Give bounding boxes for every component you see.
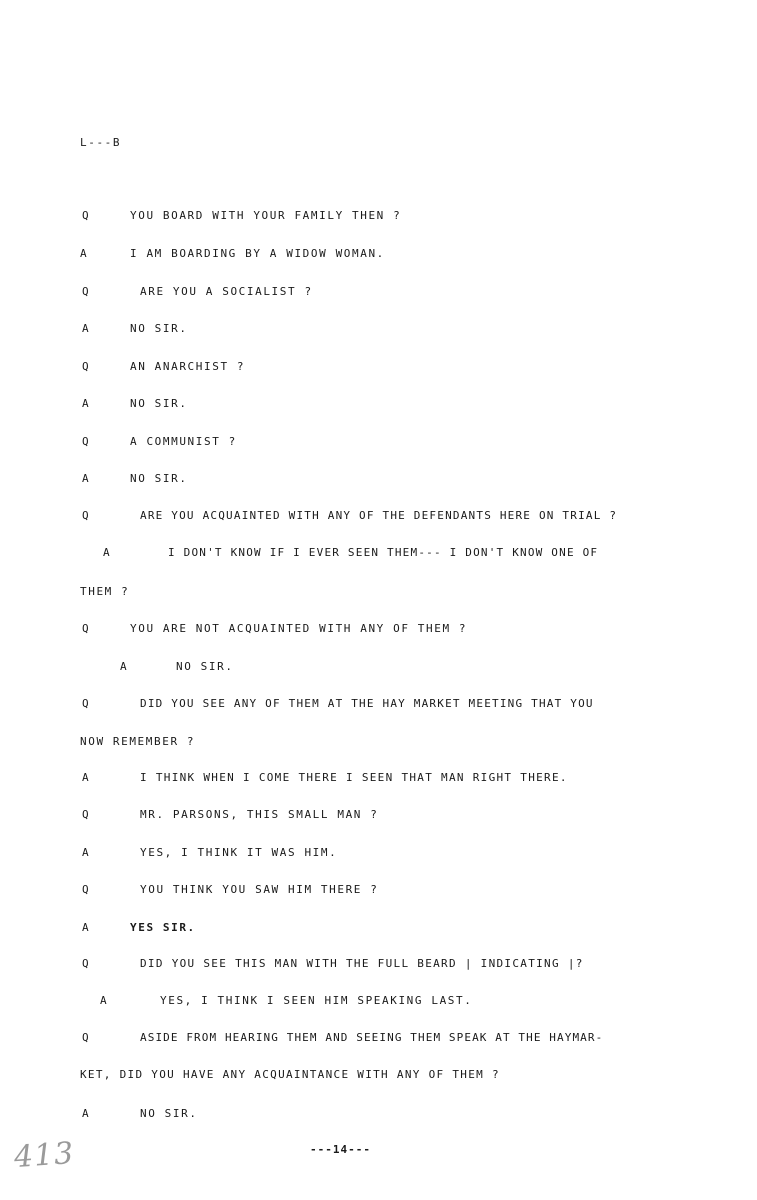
- line-text: I THINK WHEN I COME THERE I SEEN THAT MAN RIGHT THERE.: [140, 771, 568, 784]
- speaker-label: Q: [82, 435, 89, 448]
- handwritten-page-number: 413: [12, 1135, 76, 1176]
- line-text: YOU BOARD WITH YOUR FAMILY THEN ?: [130, 209, 402, 222]
- speaker-label: A: [82, 1107, 89, 1120]
- speaker-label: Q: [82, 360, 89, 373]
- line-text-continued: THEM ?: [80, 585, 130, 598]
- speaker-label: Q: [82, 509, 89, 522]
- line-text: DID YOU SEE THIS MAN WITH THE FULL BEARD | INDICATING |?: [140, 957, 584, 970]
- line-text-continued: KET, DID YOU HAVE ANY ACQUAINTANCE WITH ANY OF THEM ?: [80, 1068, 500, 1081]
- speaker-label: Q: [82, 209, 89, 222]
- speaker-label: A: [103, 546, 110, 559]
- line-text: ASIDE FROM HEARING THEM AND SEEING THEM SPEAK AT THE HAYMAR-: [140, 1031, 604, 1044]
- speaker-label: A: [82, 472, 89, 485]
- line-text: A COMMUNIST ?: [130, 435, 237, 448]
- line-text: AN ANARCHIST ?: [130, 360, 246, 373]
- speaker-label: A: [82, 771, 89, 784]
- line-text: NO SIR.: [130, 472, 188, 485]
- line-text: NO SIR.: [130, 322, 188, 335]
- line-text: DID YOU SEE ANY OF THEM AT THE HAY MARKET MEETING THAT YOU: [140, 697, 594, 710]
- line-text: ARE YOU ACQUAINTED WITH ANY OF THE DEFENDANTS HERE ON TRIAL ?: [140, 509, 618, 522]
- line-text: NO SIR.: [130, 397, 188, 410]
- line-text: YES SIR.: [130, 921, 196, 934]
- line-text: I DON'T KNOW IF I EVER SEEN THEM--- I DON'T KNOW ONE OF: [168, 546, 599, 559]
- line-text: NO SIR.: [140, 1107, 198, 1120]
- speaker-label: A: [80, 247, 87, 260]
- line-text: NO SIR.: [176, 660, 234, 673]
- speaker-label: A: [82, 921, 89, 934]
- document-header-code: L---B: [80, 136, 122, 149]
- speaker-label: Q: [82, 957, 89, 970]
- speaker-label: A: [82, 846, 89, 859]
- speaker-label: Q: [82, 883, 89, 896]
- line-text: ARE YOU A SOCIALIST ?: [140, 285, 313, 298]
- line-text: YOU THINK YOU SAW HIM THERE ?: [140, 883, 379, 896]
- speaker-label: A: [100, 994, 107, 1007]
- speaker-label: A: [120, 660, 127, 673]
- line-text-continued: NOW REMEMBER ?: [80, 735, 196, 748]
- line-text: YES, I THINK IT WAS HIM.: [140, 846, 338, 859]
- line-text: MR. PARSONS, THIS SMALL MAN ?: [140, 808, 379, 821]
- speaker-label: Q: [82, 808, 89, 821]
- line-text: I AM BOARDING BY A WIDOW WOMAN.: [130, 247, 385, 260]
- line-text: YES, I THINK I SEEN HIM SPEAKING LAST.: [160, 994, 473, 1007]
- speaker-label: A: [82, 397, 89, 410]
- speaker-label: Q: [82, 622, 89, 635]
- speaker-label: Q: [82, 697, 89, 710]
- page-number: ---14---: [310, 1143, 371, 1156]
- speaker-label: Q: [82, 285, 89, 298]
- line-text: YOU ARE NOT ACQUAINTED WITH ANY OF THEM ?: [130, 622, 468, 635]
- speaker-label: A: [82, 322, 89, 335]
- speaker-label: Q: [82, 1031, 89, 1044]
